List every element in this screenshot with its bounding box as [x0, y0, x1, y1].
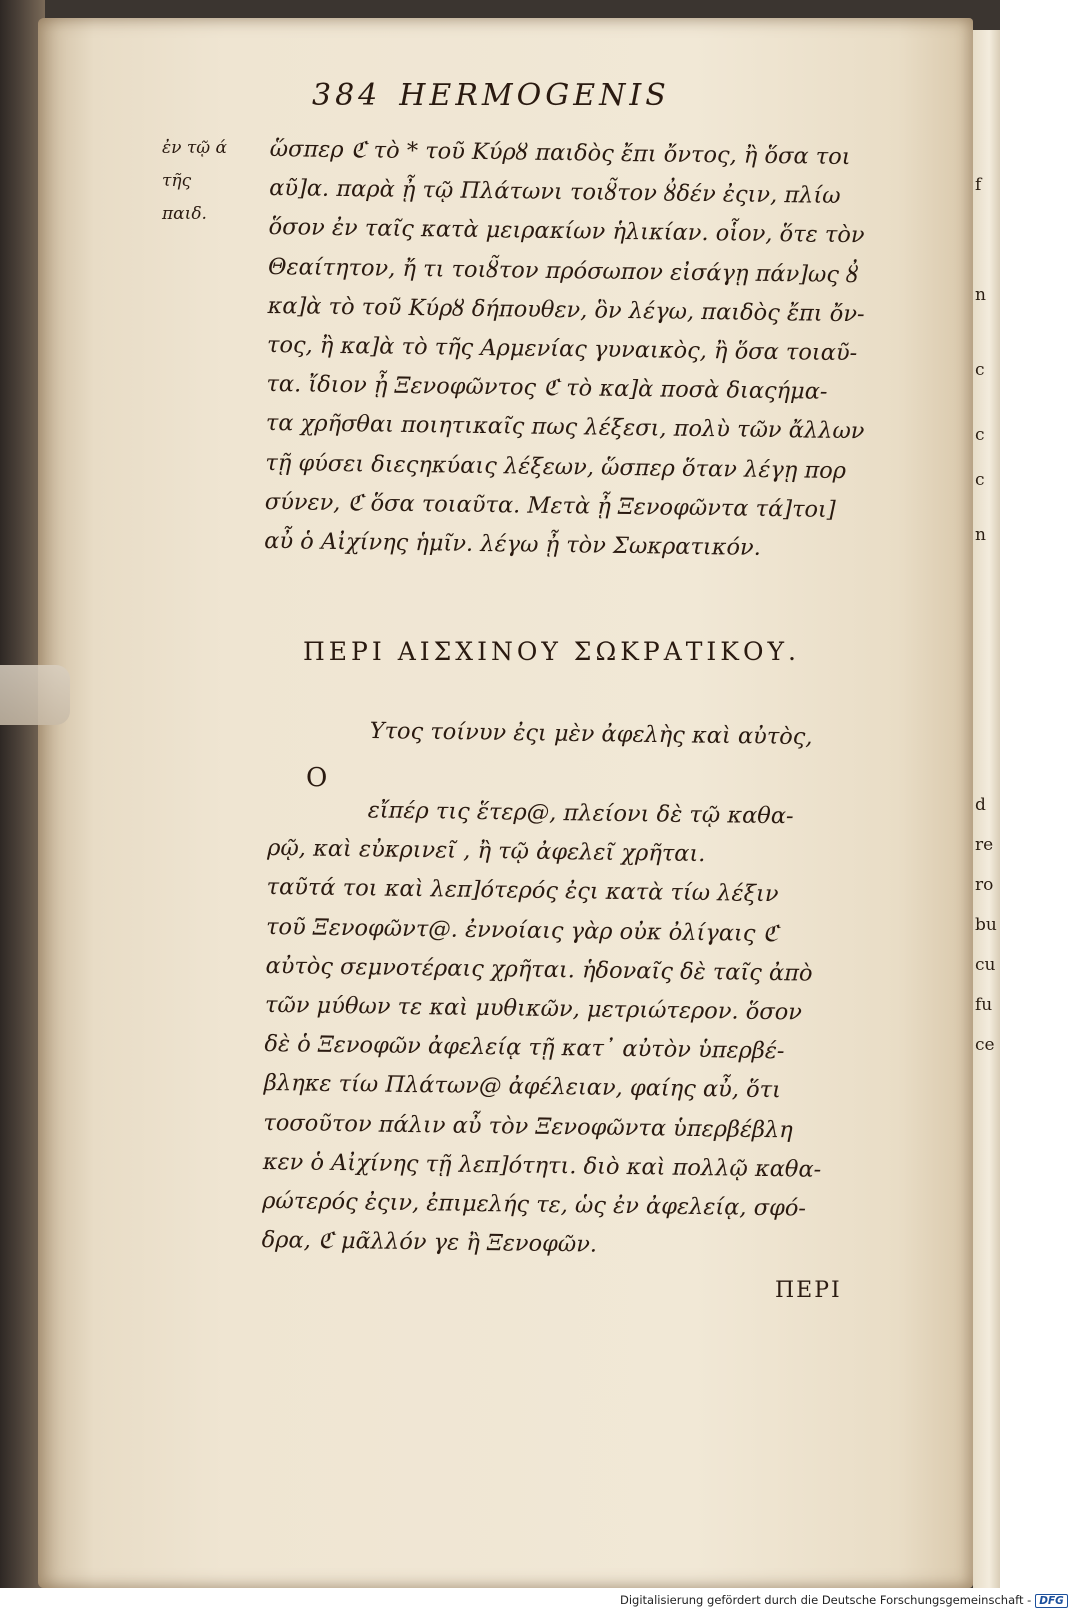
margin-note	[162, 132, 272, 231]
text-line: τῶν μύθων τε καὶ μυθικῶν, μετριώτερον. ὅσον	[264, 991, 803, 1026]
text-line: τοσοῦτον πάλιν αὖ τὸν Ξενοφῶντα ὑπερβέβλη	[263, 1109, 793, 1143]
facing-page-fragment: bu	[975, 915, 997, 935]
text-line: δὲ ὁ Ξενοφῶν ἀφελείᾳ τῇ κατ᾽ αὐτὸν ὑπερβέ-	[264, 1031, 785, 1065]
text-block-aeschines	[261, 790, 918, 1269]
drop-cap: Ο	[306, 763, 328, 793]
dfg-logo: DFG	[1035, 1594, 1068, 1608]
text-line: τα. ἴδιον ᾖ Ξενοφῶντος ℭ τὸ κα]ὰ ποσὰ διαςήμα-	[266, 371, 828, 406]
text-line: σύνεν, ℭ ὅσα τοιαῦτα. Μετὰ ᾖ Ξενοφῶντα τά]τοι]	[264, 488, 836, 523]
margin-note-line: τῆς	[162, 171, 192, 191]
facing-page-fragment: c	[975, 360, 985, 380]
credit-text: Digitalisierung gefördert durch die Deutsche Forschungsgemeinschaft -	[620, 1593, 1032, 1607]
running-title: HERMOGENIS	[399, 78, 670, 113]
facing-page-fragment: f	[975, 175, 982, 195]
text-line: τα χρῆσθαι ποιητικαῖς πως λέξεσι, πολὺ τῶν ἄλλων	[265, 410, 865, 445]
text-line: τῇ φύσει διεςηκύαις λέξεων, ὥσπερ ὅταν λέγῃ πορ	[265, 449, 847, 484]
text-line: ρῷ, καὶ εὐκρινεῖ , ἢ τῷ ἀφελεῖ χρῆται.	[267, 835, 706, 868]
running-header	[312, 78, 670, 113]
text-line: εἴπέρ τις ἕτερ@, πλείονι δὲ τῷ καθα-	[367, 797, 794, 830]
facing-page-fragment: re	[975, 835, 994, 855]
catchword: ΠΕΡΙ	[775, 1278, 842, 1303]
text-block-xenophon	[264, 130, 920, 570]
text-line: κα]ὰ τὸ τοῦ Κύρȣ δήπουθεν, ὃν λέγω, παιδὸς ἔπι ὄν-	[267, 292, 865, 328]
facing-page-fragment: n	[975, 525, 986, 545]
digitization-credit	[620, 1593, 1068, 1608]
text-line: δρα, ℭ μᾶλλόν γε ἢ Ξενοφῶν.	[261, 1227, 598, 1258]
text-line: αῦ]α. παρὰ ᾖ τῷ Πλάτωνι τοιȣ̃τον ȣ̓δέν ἐςιν, πλίω	[269, 175, 841, 210]
facing-page-fragment: c	[975, 470, 985, 490]
text-line: ρώτερός ἐςιν, ἐπιμελής τε, ὡς ἐν ἀφελείᾳ, σφό-	[262, 1187, 807, 1222]
facing-page-fragment: ro	[975, 875, 994, 895]
text-line: ὥσπερ ℭ τὸ * τοῦ Κύρȣ παιδὸς ἔπι ὄντος, ἢ ὅσα τοι	[269, 135, 851, 171]
text-line: αὖ ὁ Αἰχίνης ἡμῖν. λέγω ᾖ τὸν Σωκρατικόν.	[264, 527, 762, 561]
text-line: τοῦ Ξενοφῶντ@. ἐννοίαις γὰρ οὐκ ὀλίγαις ℭ	[265, 913, 779, 947]
facing-page-fragment: cu	[975, 955, 996, 975]
margin-note-line: ἐν τῷ ά	[162, 138, 228, 158]
section-heading: ΠΕΡΙ ΑΙΣΧΙΝΟΥ ΣΩΚΡΑΤΙΚΟΥ.	[303, 637, 800, 666]
bookmark-tab	[0, 665, 70, 725]
facing-page-fragment: ce	[975, 1035, 995, 1055]
text-block-aeschines-first-line	[369, 712, 929, 759]
facing-page-fragment: d	[975, 795, 986, 815]
text-line: Θεαίτητον, ἤ τι τοιȣ̃τον πρόσωπον εἰσάγῃ πάν]ως ȣ̓	[267, 253, 859, 288]
text-line: τος, ἢ κα]ὰ τὸ τῆς Αρμενίας γυναικὸς, ἢ ὅσα τοιαῦ-	[266, 331, 858, 367]
text-line: ὅσον ἐν ταῖς κατὰ μειρακίων ἡλικίαν. οἷον, ὅτε τὸν	[268, 214, 865, 249]
text-line: Υτος τοίνυν ἐςι μὲν ἀφελὴς καὶ αὐτὸς,	[369, 717, 813, 751]
text-line: αὐτὸς σεμνοτέραις χρῆται. ἡδοναῖς δὲ ταῖς ἀπὸ	[265, 952, 813, 987]
text-line: βληκε τίω Πλάτων@ ἀφέλειαν, φαίης αὖ, ὅτι	[263, 1070, 782, 1104]
text-line: κεν ὁ Αἰχίνης τῇ λεπ]ότητι. διὸ καὶ πολλῷ καθα-	[262, 1148, 822, 1183]
facing-page-edge	[973, 30, 1000, 1590]
margin-note-line: παιδ.	[162, 204, 207, 224]
facing-page-fragment: fu	[975, 995, 993, 1015]
text-line: ταῦτά τοι καὶ λεπ]ότερός ἐςι κατὰ τίω λέξιν	[266, 874, 779, 908]
page-number: 384	[312, 78, 382, 113]
facing-page-fragment: n	[975, 285, 986, 305]
facing-page-fragment: c	[975, 425, 985, 445]
